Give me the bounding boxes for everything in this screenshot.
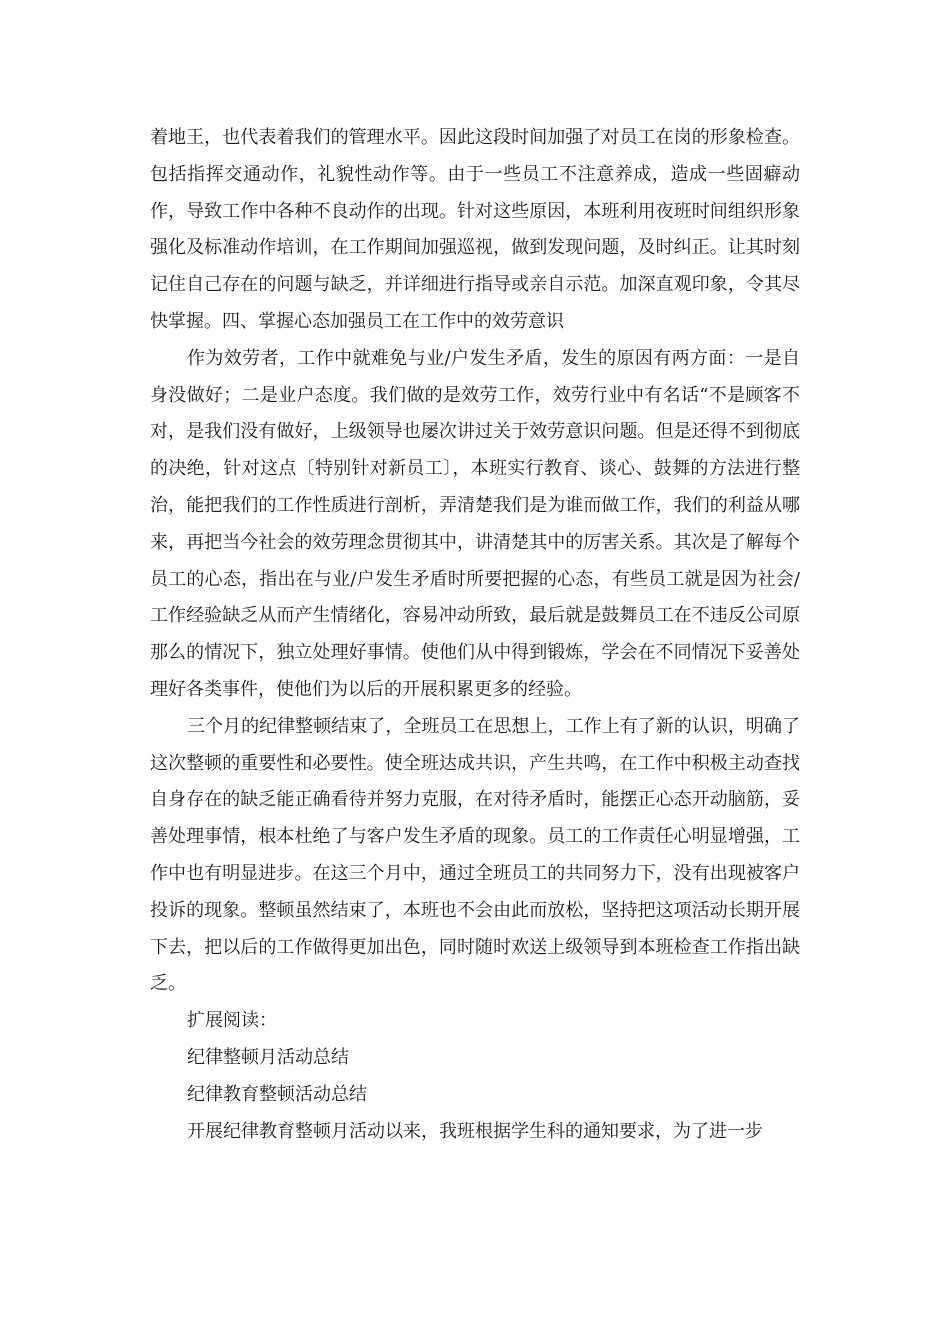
extended-reading-item: 纪律整顿月活动总结 <box>187 1046 349 1068</box>
body-paragraph-conclusion: 三个月的纪律整顿结束了，全班员工在思想上，工作上有了新的认识，明确了这次整顿的重要性和必要性。使全班达成共识，产生共鸣，在工作中积极主动查找自身存在的缺乏能正确看待并努力克服，在对待矛盾时，能摆正心态开动脑筋，妥善处理事情，根本杜绝了与客户发生矛盾的现象。员工的工作责任心明显增强，工作中也有明显进步。在这三个月中，通过全班员工的共同努力下，没有出现被客户投诉的现象。整顿虽然结束了，本班也不会由此而放松，坚持把这项活动长期开展下去，把以后的工作做得更加出色，同时随时欢送上级领导到本班检查工作指出缺乏。 <box>150 715 800 995</box>
body-paragraph-service-attitude: 作为效劳者，工作中就难免与业/户发生矛盾，发生的原因有两方面：一是自身没做好；二是业户态度。我们做的是效劳工作，效劳行业中有名话“不是顾客不对，是我们没有做好，上级领导也屡次讲过关于效劳意识问题。但是还得不到彻底的决绝，针对这点〔特别针对新员工〕，本班实行教育、谈心、鼓舞的方法进行整治，能把我们的工作性质进行剖析，弄清楚我们是为谁而做工作，我们的利益从哪来，再把当今社会的效劳理念贯彻其中，讲清楚其中的厉害关系。其次是了解每个员工的心态，指出在与业/户发生矛盾时所要把握的心态，有些员工就是因为社会/工作经验缺乏从而产生情绪化，容易冲动所致，最后就是鼓舞员工在不违反公司原那么的情况下，独立处理好事情。使他们从中得到锻炼，学会在不同情况下妥善处理好各类事件，使他们为以后的开展积累更多的经验。 <box>150 347 800 700</box>
document-body <box>150 120 800 1150</box>
extended-reading-item: 纪律教育整顿活动总结 <box>187 1083 367 1105</box>
body-paragraph-next-article: 开展纪律教育整顿月活动以来，我班根据学生科的通知要求，为了进一步 <box>187 1120 763 1142</box>
extended-reading-label: 扩展阅读： <box>187 1010 277 1032</box>
body-paragraph-continued: 着地王，也代表着我们的管理水平。因此这段时间加强了对员工在岗的形象检查。包括指挥交通动作，礼貌性动作等。由于一些员工不注意养成，造成一些固癖动作，导致工作中各种不良动作的出现。针对这些原因，本班利用夜班时间组织形象强化及标准动作培训，在工作期间加强巡视，做到发现问题，及时纠正。让其时刻记住自己存在的问题与缺乏，并详细进行指导或亲自示范。加深直观印象，令其尽快掌握。四、掌握心态加强员工在工作中的效劳意识 <box>150 127 800 332</box>
